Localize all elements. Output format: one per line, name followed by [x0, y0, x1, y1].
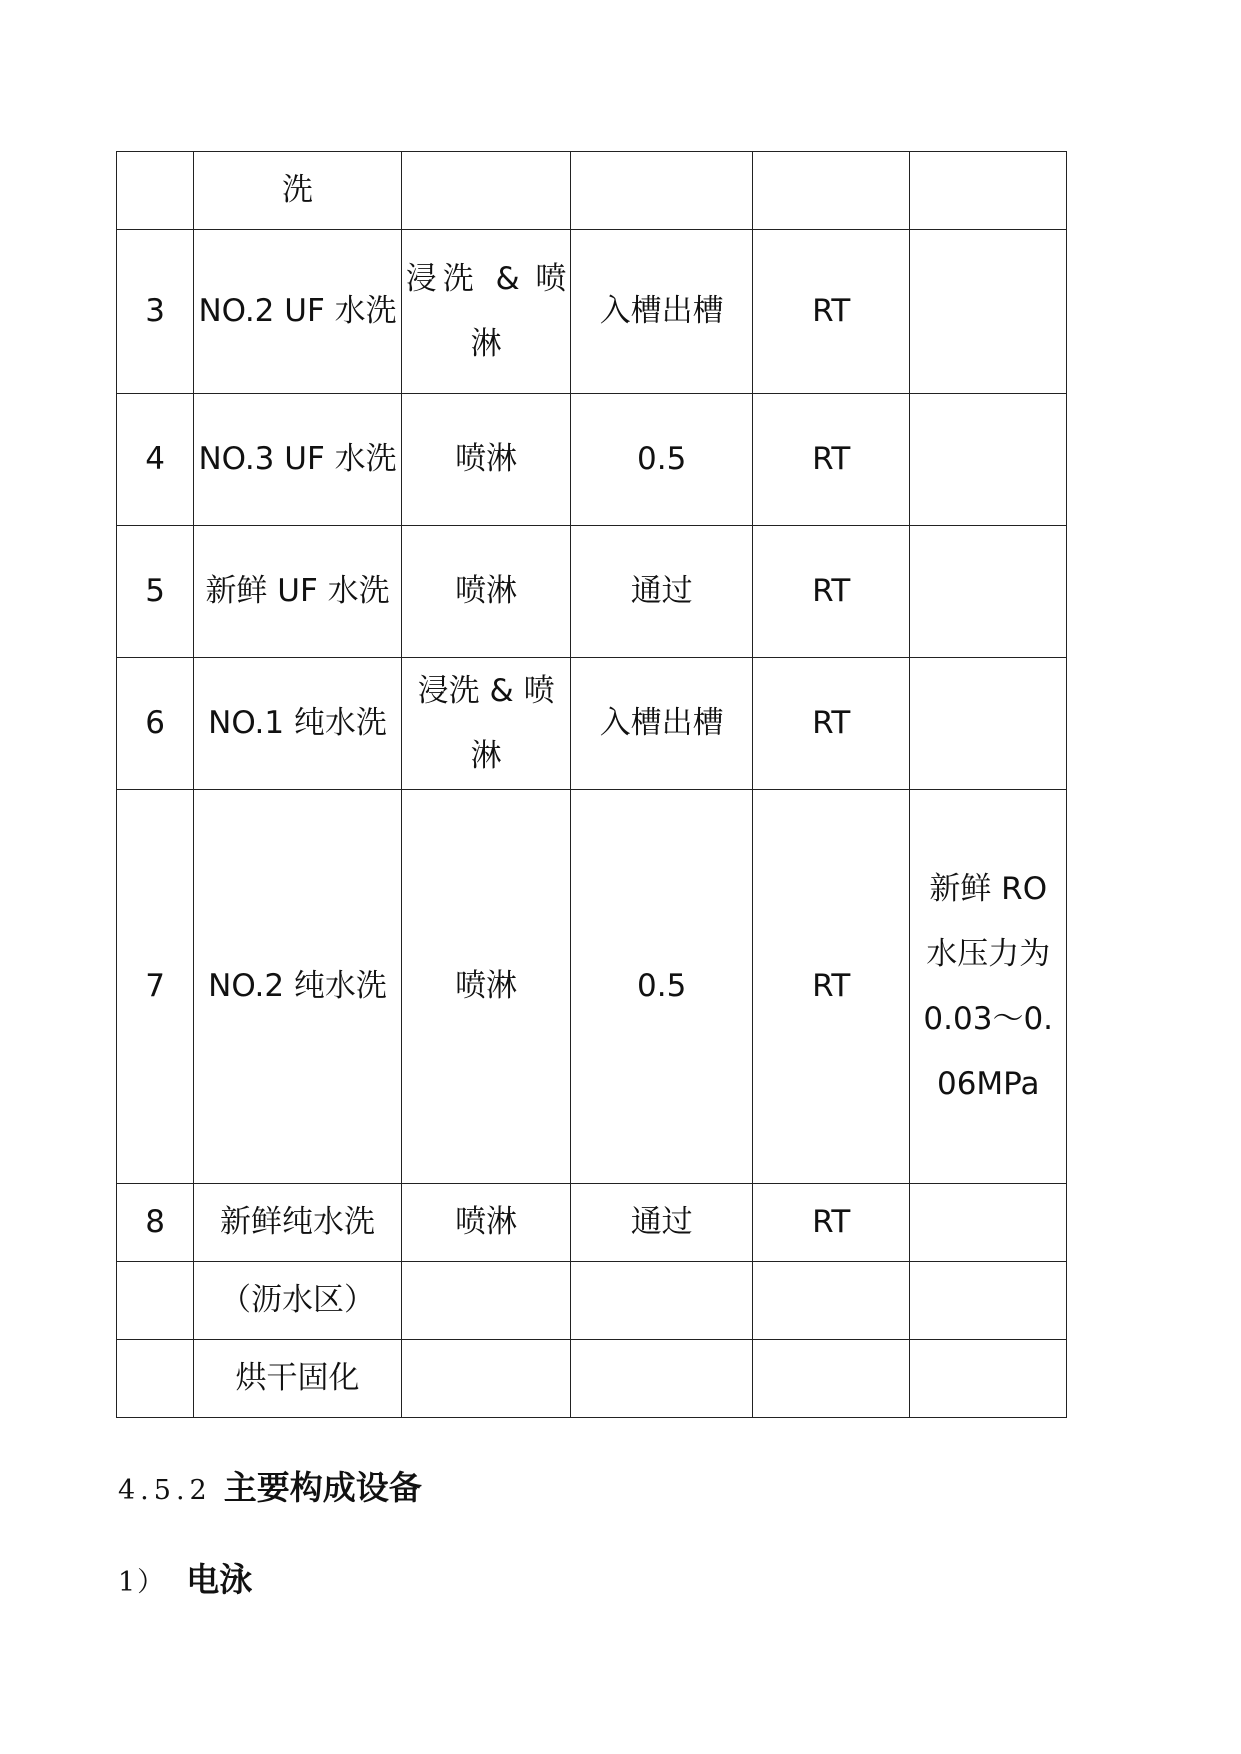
cell-time: 入槽出槽 [571, 230, 753, 394]
cell-temp: RT [752, 1184, 909, 1262]
cell-temp: RT [752, 230, 909, 394]
cell-method: 浸洗 & 喷淋 [401, 658, 571, 790]
table-row [117, 394, 1067, 526]
cell-note [910, 394, 1067, 526]
cell-method [401, 1262, 571, 1340]
cell-temp [752, 1262, 909, 1340]
cell-no: 7 [117, 790, 194, 1184]
cell-temp [752, 1340, 909, 1418]
cell-method [401, 230, 571, 394]
cell-note [910, 1262, 1067, 1340]
cell-time [571, 1262, 753, 1340]
cell-time: 0.5 [571, 394, 753, 526]
subsection-heading [118, 1554, 252, 1601]
cell-name: NO.1 纯水洗 [194, 658, 402, 790]
cell-time: 通过 [571, 1184, 753, 1262]
cell-method: 喷淋 [401, 394, 571, 526]
cell-no [117, 1262, 194, 1340]
section-title: 主要构成设备 [223, 1468, 422, 1507]
cell-note: 新鲜 RO 水压力为 0.03～0.06MPa [910, 790, 1067, 1184]
cell-no [117, 152, 194, 230]
table-row [117, 658, 1067, 790]
cell-no: 5 [117, 526, 194, 658]
cell-no: 4 [117, 394, 194, 526]
cell-name: 新鲜纯水洗 [194, 1184, 402, 1262]
cell-time: 通过 [571, 526, 753, 658]
cell-no: 6 [117, 658, 194, 790]
table-row [117, 1262, 1067, 1340]
cell-method-text: 浸洗 & 喷淋 [405, 260, 567, 362]
cell-method: 喷淋 [401, 1184, 571, 1262]
cell-name: NO.3 UF 水洗 [194, 394, 402, 526]
cell-time [571, 152, 753, 230]
cell-temp [752, 152, 909, 230]
cell-temp: RT [752, 526, 909, 658]
cell-name: 洗 [194, 152, 402, 230]
cell-method [401, 152, 571, 230]
cell-time: 入槽出槽 [571, 658, 753, 790]
cell-name: NO.2 UF 水洗 [194, 230, 402, 394]
section-number: 4.5.2 [118, 1475, 212, 1506]
cell-note [910, 526, 1067, 658]
cell-temp: RT [752, 394, 909, 526]
cell-temp: RT [752, 790, 909, 1184]
table-row [117, 1340, 1067, 1418]
cell-method: 喷淋 [401, 790, 571, 1184]
subsection-number: 1） [118, 1567, 167, 1598]
cell-time [571, 1340, 753, 1418]
cell-no: 8 [117, 1184, 194, 1262]
cell-name: 烘干固化 [194, 1340, 402, 1418]
cell-note [910, 230, 1067, 394]
cell-method: 喷淋 [401, 526, 571, 658]
cell-no [117, 1340, 194, 1418]
cell-name: NO.2 纯水洗 [194, 790, 402, 1184]
section-heading [118, 1462, 422, 1509]
cell-name: 新鲜 UF 水洗 [194, 526, 402, 658]
table-row [117, 152, 1067, 230]
cell-method [401, 1340, 571, 1418]
process-table [116, 151, 1067, 1418]
table-row [117, 790, 1067, 1184]
cell-note [910, 1340, 1067, 1418]
table-row [117, 1184, 1067, 1262]
cell-note [910, 152, 1067, 230]
cell-time: 0.5 [571, 790, 753, 1184]
cell-note [910, 658, 1067, 790]
subsection-title: 电泳 [186, 1560, 253, 1599]
cell-temp: RT [752, 658, 909, 790]
cell-note [910, 1184, 1067, 1262]
table-row [117, 526, 1067, 658]
cell-no: 3 [117, 230, 194, 394]
table-row [117, 230, 1067, 394]
cell-name: （沥水区） [194, 1262, 402, 1340]
